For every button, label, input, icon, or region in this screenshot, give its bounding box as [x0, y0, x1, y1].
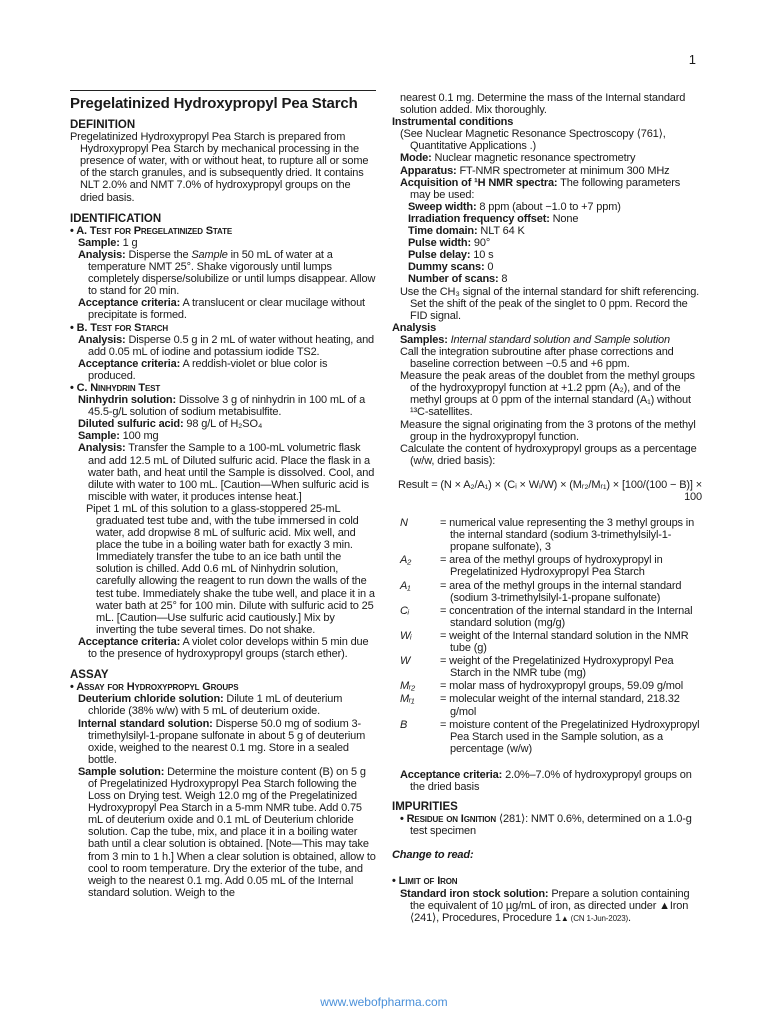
value: Disperse the	[125, 248, 192, 261]
value: NLT 64 K	[477, 225, 525, 238]
right-column	[392, 92, 702, 925]
definition-row	[392, 554, 702, 578]
pulse-width	[392, 237, 702, 249]
label: Sweep width:	[408, 200, 477, 213]
result-formula: Result = (N × A₂/A₁) × (Cᵢ × Wᵢ/W) × (Mᵣ₂/Mᵣ₁) × [100/(100 − B)] × 100	[398, 478, 702, 503]
footer-watermark[interactable]: www.webofpharma.com	[320, 995, 448, 1009]
value: Disperse 0.5 g in 2 mL of water without heating, and add 0.05 mL of iodine and potassium iodide TS2.	[88, 333, 375, 358]
value: 0	[484, 261, 494, 274]
identification-heading: IDENTIFICATION	[70, 212, 162, 225]
value: 8	[498, 273, 508, 286]
id-a-heading: • A. Test for Pregelatinized State	[70, 224, 233, 237]
assay-sample-cont: nearest 0.1 mg. Determine the mass of the Internal standard solution added. Mix thoroughly.	[400, 92, 686, 117]
value: 2.0%–7.0% of hydroxypropyl groups on the dried basis	[410, 768, 692, 793]
definition-row	[392, 655, 702, 679]
mode	[392, 152, 702, 164]
acquisition	[392, 177, 702, 201]
value: 10 s	[470, 249, 494, 262]
id-b-heading: • B. Test for Starch	[70, 321, 168, 334]
label: Analysis:	[78, 248, 126, 261]
label: Analysis:	[78, 333, 126, 346]
symbol: Cᵢ	[400, 604, 410, 617]
definition-row	[392, 630, 702, 654]
apparatus	[392, 165, 702, 177]
value: The following parameters may be used:	[410, 176, 681, 201]
assay-deuterium	[70, 693, 376, 717]
value: 98 g/L of H₂SO₄	[183, 418, 263, 431]
definition: = weight of the Internal standard solution in the NMR tube (g)	[440, 629, 689, 655]
analysis-samples	[392, 334, 702, 346]
symbol: A₁	[400, 579, 411, 592]
value: 1 g	[119, 236, 138, 249]
id-b-analysis	[70, 334, 376, 358]
id-c-pipet: Pipet 1 mL of this solution to a glass-stoppered 25-mL graduated test tube and, with the tube immersed in cold water, add dropwise 8 mL of sulfuric acid. Mix well, and place the tube in a boiling water bath for exactly 3 min. Immediately transfer the tube to an ice bath until the solution is chilled. Add 0.6 mL of Ninhydrin solution, carefully allowing the reagent to run down the walls of the test tube. Immediately shake the tube well, and place it in a water bath at 25° for 100 min. Dilute with sulfuric acid to 25 mL. [Caution—Use sulfuric acid cautiously.] Mix by inverting the tube several times. Do not shake.	[86, 502, 375, 636]
id-c-sample	[70, 430, 376, 442]
definition-row	[392, 517, 702, 553]
monograph-title: Pregelatinized Hydroxypropyl Pea Starch	[70, 95, 358, 112]
analysis-call: Call the integration subroutine after phase corrections and baseline correction between −0.5 and +6 ppm.	[400, 345, 674, 371]
symbol: Mᵣ₁	[400, 693, 415, 706]
label: Acceptance criteria:	[400, 768, 503, 781]
analysis-calc: Calculate the content of hydroxypropyl groups as a percentage (w/w, dried basis):	[400, 442, 697, 467]
definition-row	[392, 580, 702, 604]
analysis-measure-2: Measure the signal originating from the 3 protons of the methyl group in the hydroxypropyl function.	[400, 418, 696, 443]
ref: ⟨281⟩:	[496, 813, 528, 826]
value: Prepare a solution containing the equivalent of 10 µg/mL of iron, as directed under ▲Iron ⟨241⟩, Procedures, Procedure 1	[410, 887, 690, 924]
symbol: Wᵢ	[400, 629, 412, 642]
id-c-diluted-acid	[70, 418, 376, 430]
analysis-measure-1: Measure the peak areas of the doublet from the methyl groups of the hydroxypropyl function at +1.2 ppm (A₂), and of the methyl groups at 0 ppm of the internal standard (A₁) without ¹³C-satellites.	[400, 370, 695, 419]
symbol: B	[400, 718, 408, 731]
symbol: A₂	[400, 554, 412, 567]
value: 100 mg	[119, 430, 159, 443]
definition-heading: DEFINITION	[70, 119, 136, 131]
time-domain	[392, 225, 702, 237]
label: Sample solution:	[78, 765, 165, 778]
value: Nuclear magnetic resonance spectrometry	[431, 152, 636, 165]
change-to-read: Change to read:	[392, 849, 474, 862]
id-c-ninhydrin	[70, 394, 376, 418]
residue-on-ignition	[392, 813, 702, 837]
id-a-acceptance	[70, 297, 376, 321]
label: Sample:	[78, 430, 120, 443]
definition: = area of the methyl groups of hydroxypropyl in Pregelatinized Hydroxypropyl Pea Starch	[440, 554, 663, 579]
analysis-heading: Analysis	[392, 321, 437, 334]
label: Pulse width:	[408, 237, 471, 250]
value: .	[628, 911, 631, 924]
number-of-scans	[392, 273, 702, 285]
ch3-referencing: Use the CH₃ signal of the internal standard for shift referencing. Set the shift of the peak of the singlet to 0 ppm. Record the FID signal.	[400, 285, 700, 322]
title-rule	[70, 90, 376, 91]
definition: = moisture content of the Pregelatinized Hydroxypropyl Pea Starch used in the Sample solution, as a percentage (w/w)	[440, 718, 700, 755]
assay-sub-heading: • Assay for Hydroxypropyl Groups	[70, 681, 239, 694]
definition: = area of the methyl groups in the internal standard (sodium 3-trimethylsilyl-1-propane sulfonate)	[440, 579, 682, 604]
label: Acquisition of ¹H NMR spectra:	[400, 176, 558, 189]
instrumental-ref: (See Nuclear Magnetic Resonance Spectroscopy ⟨761⟩, Quantitative Applications .)	[400, 128, 666, 153]
assay-heading: ASSAY	[70, 669, 109, 682]
label: Internal standard solution:	[78, 717, 213, 730]
value: Internal standard solution and Sample solution	[447, 333, 670, 346]
symbol: W	[400, 655, 411, 668]
label: Acceptance criteria:	[78, 635, 181, 648]
irradiation-offset	[392, 213, 702, 225]
label: Acceptance criteria:	[78, 297, 181, 310]
symbol: N	[400, 517, 408, 530]
label: • Residue on Ignition	[400, 813, 496, 826]
assay-internal-standard	[70, 718, 376, 766]
id-a-analysis	[70, 249, 376, 297]
id-b-acceptance	[70, 358, 376, 382]
value: 90°	[470, 237, 491, 250]
page-number: 1	[688, 52, 696, 67]
label: Number of scans:	[408, 273, 499, 286]
standard-iron-stock	[392, 888, 702, 925]
value: A violet color develops within 5 min due to the presence of hydroxypropyl groups (starch ether).	[88, 635, 369, 661]
value: None	[549, 212, 579, 225]
symbol: Mᵣ₂	[400, 680, 416, 693]
definition: = concentration of the internal standard in the Internal standard solution (mg/g)	[440, 604, 693, 629]
definition-row	[392, 719, 702, 755]
formula-definitions	[392, 517, 702, 755]
id-c-analysis	[70, 442, 376, 502]
definition: = weight of the Pregelatinized Hydroxypropyl Pea Starch in the NMR tube (mg)	[440, 655, 674, 680]
assay-acceptance	[392, 769, 702, 793]
instrumental-heading: Instrumental conditions	[392, 116, 514, 129]
label: Dummy scans:	[408, 261, 485, 274]
definition-row	[392, 680, 702, 692]
value: A reddish-violet or blue color is produced.	[88, 357, 328, 382]
id-c-acceptance	[70, 636, 376, 660]
value: Dissolve 3 g of ninhydrin in 100 mL of a 45.5-g/L solution of sodium metabisulfite.	[88, 394, 366, 419]
assay-sample-solution	[70, 766, 376, 899]
id-a-sample	[70, 237, 376, 249]
definition-row	[392, 693, 702, 717]
definition: = molar mass of hydroxypropyl groups, 59.09 g/mol	[440, 680, 684, 693]
label: Diluted sulfuric acid:	[78, 418, 184, 431]
dummy-scans	[392, 261, 702, 273]
label: Analysis:	[78, 442, 126, 455]
label: Acceptance criteria:	[78, 357, 181, 370]
definition: = molecular weight of the internal standard, 218.32 g/mol	[440, 693, 680, 718]
definition-row	[392, 605, 702, 629]
limit-of-iron-heading: • Limit of Iron	[392, 875, 458, 888]
label: Ninhydrin solution:	[78, 394, 176, 407]
left-column	[70, 90, 376, 899]
impurities-heading: IMPURITIES	[392, 801, 458, 814]
sweep-width	[392, 201, 702, 213]
label: Deuterium chloride solution:	[78, 693, 224, 706]
label: Time domain:	[408, 225, 478, 238]
pulse-delay	[392, 249, 702, 261]
value: Transfer the Sample to a 100-mL volumetric flask and add 12.5 mL of Diluted sulfuric acid. Place the flask in a water bath, and heat until the Sample is dissolved. Cool, and dilute with water to 100 mL. [Caution—When sulfuric acid is miscible with water, it produces intense heat.]	[88, 442, 375, 503]
id-c-heading: • C. Ninhydrin Test	[70, 381, 161, 394]
value: in 50 mL of water at a temperature NMT 25°. Shake vigorously until lumps completely disperse/solubilize or until lumps disappear. Allow to stand for 20 min.	[88, 248, 376, 298]
label: Apparatus:	[400, 164, 457, 177]
label: Mode:	[400, 152, 432, 165]
value: A translucent or clear mucilage without precipitate is formed.	[88, 297, 365, 322]
label: Standard iron stock solution:	[400, 887, 549, 900]
label: Samples:	[400, 333, 448, 346]
value: Dilute 1 mL of deuterium chloride (38% w/w) with 5 mL of deuterium oxide.	[88, 693, 343, 718]
label: Sample:	[78, 236, 120, 249]
label: Pulse delay:	[408, 249, 471, 262]
revision-tag: ▲ (CN 1-Jun-2023)	[560, 913, 629, 923]
value: 8 ppm (about −1.0 to +7 ppm)	[476, 200, 621, 213]
definition-text: Pregelatinized Hydroxypropyl Pea Starch is prepared from Hydroxypropyl Pea Starch by mechanical processing in the presence of water, with or without heat, to rupture all or some of the starch granules, and is subsequently dried. It contains NLT 2.0% and NMT 7.0% of hydroxypropyl groups on the dried basis.	[70, 131, 369, 204]
definition: = numerical value representing the 3 methyl groups in the internal standard (sodium 3-trimethylsilyl-1-propane sulfonate), 3	[440, 517, 695, 554]
value: Disperse 50.0 mg of sodium 3-trimethylsilyl-1-propane sulfonate in about 5 g of deuterium oxide, weighed to the nearest 0.1 mg. Store in a sealed bottle.	[88, 717, 366, 766]
value: FT-NMR spectrometer at minimum 300 MHz	[456, 164, 670, 177]
label: Irradiation frequency offset:	[408, 212, 550, 225]
value: NMT 0.6%, determined on a 1.0-g test specimen	[410, 813, 692, 838]
value-italic: Sample	[191, 248, 228, 261]
value: Determine the moisture content (B) on 5 g of Pregelatinized Hydroxypropyl Pea Starch following the Loss on Drying test. Weigh 12.0 mg of the Pregelatinized Hydroxypropyl Pea Starch in a 5-mm NMR tube. Add 0.75 mL of deuterium oxide and 0.1 mL of Deuterium chloride solution. Cap the tube, mix, and place it in a boiling water bath until a clear solution is obtained. [Note—This may take from 3 min to 1 h.] When a clear solution is obtained, allow to cool to room temperature. Dry the exterior of the tube, and weigh to the nearest 0.1 mg. Add 0.05 mL of the Internal standard solution. Weigh to the	[88, 765, 376, 899]
